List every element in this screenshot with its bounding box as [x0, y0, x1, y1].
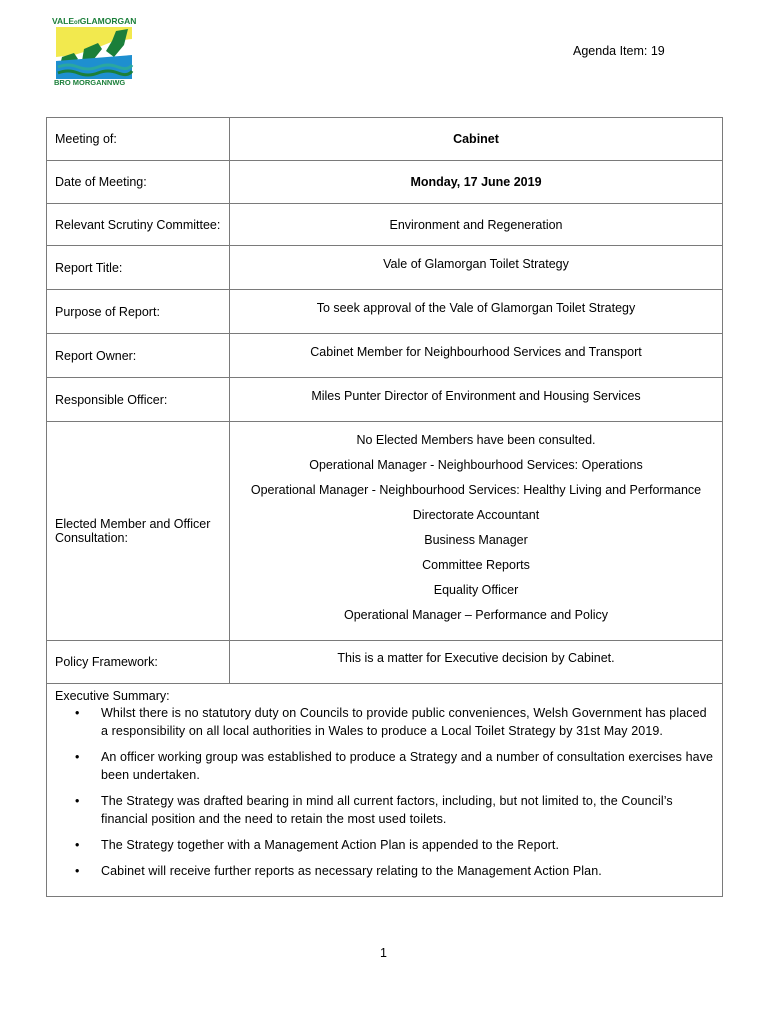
- bullet-icon: •: [75, 864, 80, 878]
- list-item: • Cabinet will receive further reports as necessary relating to the Management Action Plan.: [75, 864, 602, 878]
- page-number: 1: [380, 946, 387, 960]
- table-row: [47, 378, 723, 422]
- purpose-value: To seek approval of the Vale of Glamorgan Toilet Strategy: [230, 290, 723, 334]
- list-item: • Whilst there is no statutory duty on Councils to provide public conveniences, Welsh Government has placed a responsibility on all local authorities in Wales to produce a Local Toilet Strategy by 31st May 2019.: [75, 706, 707, 738]
- consultation-item: No Elected Members have been consulted.: [356, 433, 596, 447]
- executive-summary: [47, 684, 723, 897]
- summary-title: Executive Summary:: [55, 689, 170, 703]
- meeting-label: Meeting of:: [47, 118, 230, 161]
- table-row: [47, 422, 723, 641]
- coastline-icon: [54, 27, 134, 79]
- agenda-item: Agenda Item: 19: [573, 44, 665, 58]
- bullet-icon: •: [75, 838, 80, 852]
- consultation-item: Business Manager: [424, 533, 528, 547]
- meeting-value: Cabinet: [230, 118, 723, 161]
- logo-bottom-text: BRO MORGANNWG: [54, 78, 126, 87]
- policy-value: This is a matter for Executive decision by Cabinet.: [230, 641, 723, 684]
- table-row: [47, 290, 723, 334]
- table-row: [47, 161, 723, 204]
- table-row: [47, 641, 723, 684]
- list-item: • The Strategy was drafted bearing in mind all current factors, including, but not limited to, the Council’s financial position and the need to retain the most used toilets.: [75, 794, 673, 826]
- table-row: [47, 118, 723, 161]
- summary-bullets: [55, 704, 714, 880]
- date-label: Date of Meeting:: [47, 161, 230, 204]
- consultation-list: [230, 422, 723, 641]
- consultation-item: Operational Manager - Neighbourhood Services: Healthy Living and Performance: [250, 483, 702, 497]
- table-row: [47, 204, 723, 246]
- bullet-icon: •: [75, 706, 80, 720]
- report-info-table: [46, 117, 723, 897]
- table-row: [47, 684, 723, 897]
- table-row: [47, 246, 723, 290]
- owner-label: Report Owner:: [47, 334, 230, 378]
- council-logo: [52, 16, 138, 88]
- report-title-value: Vale of Glamorgan Toilet Strategy: [230, 246, 723, 290]
- purpose-label: Purpose of Report:: [47, 290, 230, 334]
- owner-value: Cabinet Member for Neighbourhood Services and Transport: [230, 334, 723, 378]
- consultation-label: Elected Member and Officer Consultation:: [47, 422, 230, 641]
- table-row: [47, 334, 723, 378]
- list-item: • The Strategy together with a Management Action Plan is appended to the Report.: [75, 838, 560, 852]
- scrutiny-label: Relevant Scrutiny Committee:: [47, 204, 230, 246]
- officer-value: Miles Punter Director of Environment and Housing Services: [230, 378, 723, 422]
- officer-label: Responsible Officer:: [47, 378, 230, 422]
- logo-top-text: VALEofGLAMORGAN: [52, 16, 137, 26]
- scrutiny-value: Environment and Regeneration: [230, 204, 723, 246]
- policy-label: Policy Framework:: [47, 641, 230, 684]
- consultation-item: Operational Manager - Neighbourhood Services: Operations: [309, 458, 643, 472]
- consultation-item: Operational Manager – Performance and Policy: [343, 608, 609, 622]
- list-item: • An officer working group was established to produce a Strategy and a number of consultation exercises have been undertaken.: [75, 750, 714, 782]
- bullet-icon: •: [75, 794, 80, 808]
- bullet-icon: •: [75, 750, 80, 764]
- report-title-label: Report Title:: [47, 246, 230, 290]
- consultation-item: Committee Reports: [422, 558, 530, 572]
- consultation-item: Directorate Accountant: [412, 508, 540, 522]
- date-value: Monday, 17 June 2019: [230, 161, 723, 204]
- consultation-item: Equality Officer: [433, 583, 519, 597]
